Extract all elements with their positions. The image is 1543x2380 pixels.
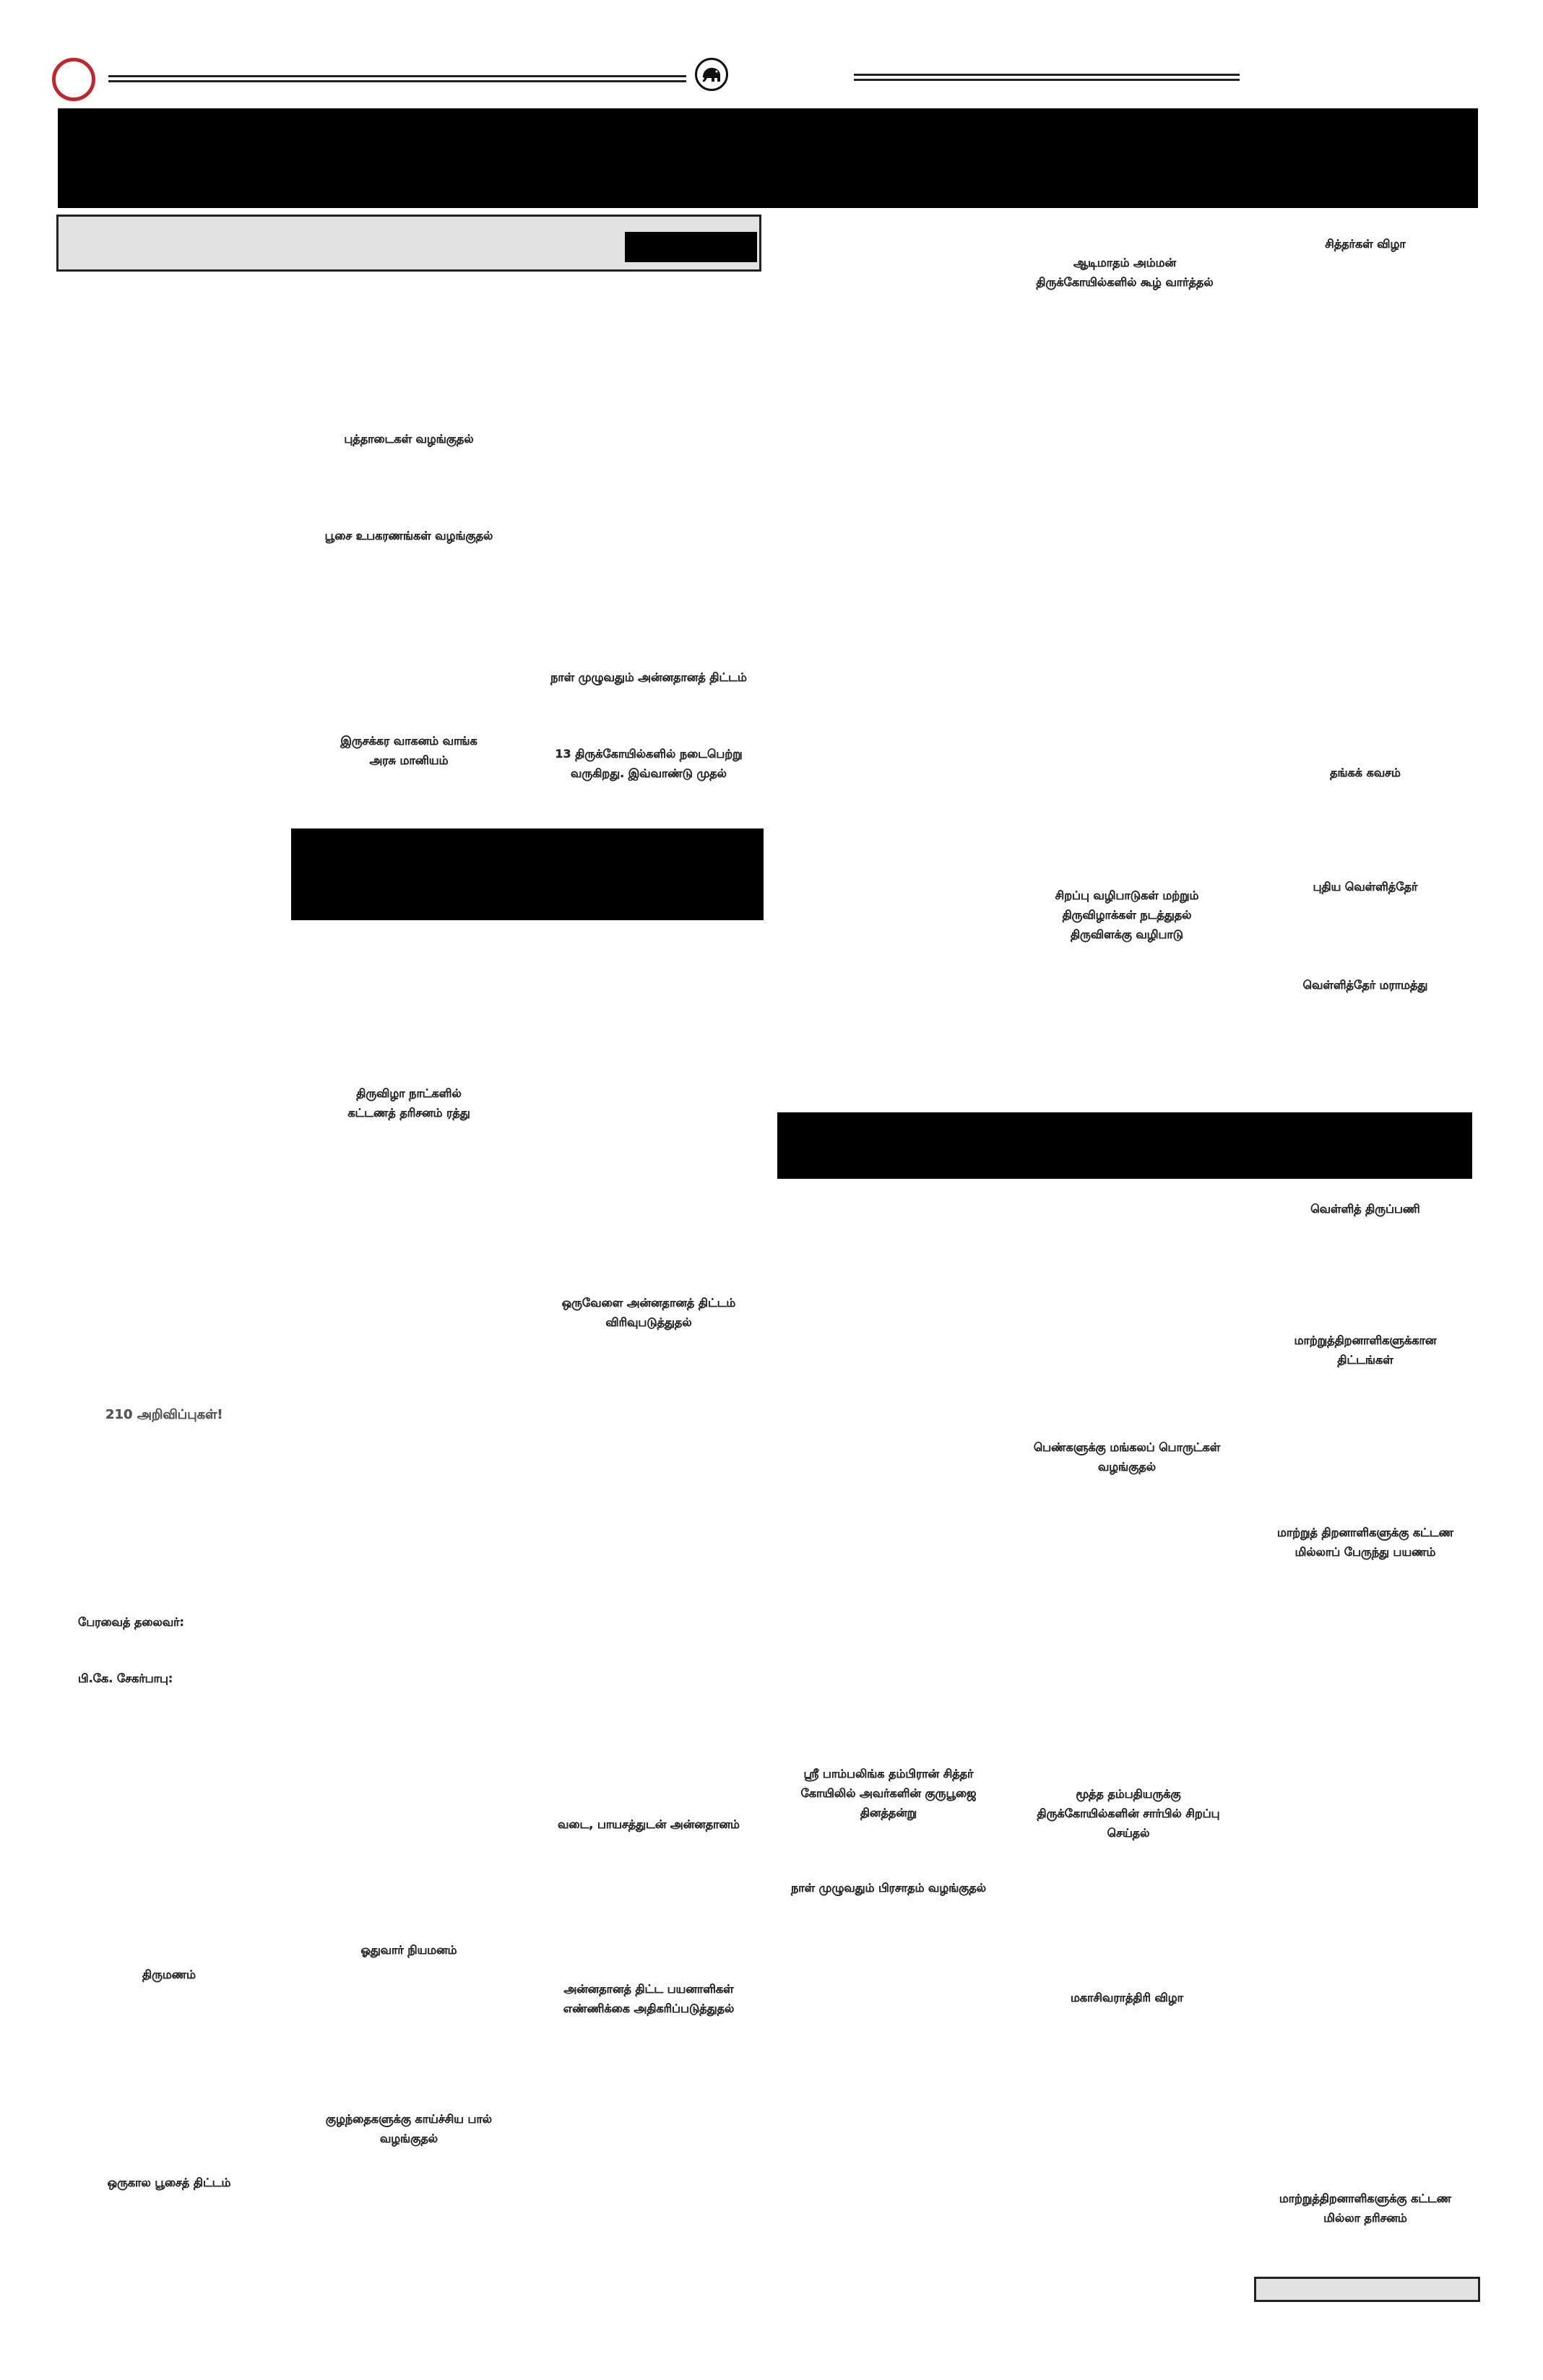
speaker-peravai-thalaivar: பேரவைத் தலைவர்: [78,1615,184,1629]
announcements-count: 210 அறிவிப்புகள்! [105,1407,223,1422]
section-band-right [777,1112,1472,1179]
title-band [58,108,1478,208]
masthead-logo [52,58,95,101]
heading-thangak-kavasam: தங்கக் கவசம் [1330,766,1401,779]
heading-thirukoil-13: 13 திருக்கோயில்களில் நடைபெற்று வருகிறது. இவ்வாண்டு முதல் [555,747,743,780]
footer-box [1254,2277,1480,2302]
section-band-left [291,828,764,920]
heading-naal-muzhuvathum-annadhanam: நாள் முழுவதும் அன்னதானத் திட்டம் [550,670,747,684]
heading-mootha-thambathiyarukku: மூத்த தம்பதியருக்கு திருக்கோயில்களின் சார்பில் சிறப்பு செய்தல் [1037,1787,1220,1840]
heading-iruchakkara: இருசக்கர வாகனம் வாங்க அரசு மானியம் [340,734,477,767]
heading-maatruthiranaligal-dharisanam: மாற்றுத்திறனாளிகளுக்கு கட்டண மில்லா தரிசனம் [1279,2191,1452,2225]
heading-sirappu-vazhipaadugal: சிறப்பு வழிபாடுகள் மற்றும் திருவிழாக்கள் நடத்துதல் திருவிளக்கு வழிபாடு [1055,888,1199,941]
heading-annadhana-payanaligal: அன்னதானத் திட்ட பயனாளிகள் எண்ணிக்கை அதிகரிப்படுத்துதல் [563,1982,735,2015]
masthead-rule-left [108,75,686,82]
heading-velli-thiruppani: வெள்ளித் திருப்பணி [1310,1202,1420,1216]
heading-sithargal-vizha: சித்தர்கள் விழா [1325,237,1406,251]
heading-oothuvaar-niyamanam: ஓதுவார் நியமனம் [360,1943,457,1957]
heading-vellitheer-maramathu: வெள்ளித்தேர் மராமத்து [1302,978,1428,992]
heading-pengalukku-mangala: பெண்களுக்கு மங்கலப் பொருட்கள் வழங்குதல் [1033,1440,1221,1474]
heading-poosai-upakaranangal: பூசை உபகரணங்கள் வழங்குதல் [324,529,493,542]
heading-maatruthiranaligal-payanam: மாற்றுத் திறனாளிகளுக்கு கட்டண மில்லாப் பேருந்து பயணம் [1277,1526,1453,1559]
heading-thiruvizha-naatkalil: திருவிழா நாட்களில் கட்டணத் தரிசனம் ரத்து [347,1086,470,1120]
heading-vadai-paayasathudan: வடை, பாயசத்துடன் அன்னதானம் [558,1817,740,1831]
heading-orukaala-poosai: ஒருகால பூசைத் திட்டம் [107,2176,231,2189]
heading-kuzhandhaigalukku-paal: குழந்தைகளுக்கு காய்ச்சிய பால் வழங்குதல் [325,2112,493,2145]
subtitle-tag [625,232,757,262]
heading-sri-paambalinga: ஸ்ரீ பாம்பலிங்க தம்பிரான் சித்தர் கோயிலில் அவர்களின் குருபூஜை தினத்தன்று [800,1767,977,1819]
elephant-emblem-icon [695,58,728,91]
heading-mahashivarathiri: மகாசிவராத்திரி விழா [1071,1991,1183,2004]
speaker-pk-sekarbabu: பி.கே. சேகர்பாபு: [78,1671,173,1685]
masthead-rule-right [854,74,1240,81]
heading-puthiya-vellitheer: புதிய வெள்ளித்தேர் [1313,880,1418,893]
heading-puthaadaigal: புத்தாடைகள் வழங்குதல் [344,432,474,446]
heading-oruvelai-annadhanam: ஒருவேளை அன்னதானத் திட்டம் விரிவுபடுத்துதல் [561,1296,736,1329]
heading-aadi-amman: ஆடிமாதம் அம்மன் திருக்கோயில்களில் கூழ் வார்த்தல் [1036,256,1214,289]
heading-naal-muzhuvathum-prasadham: நாள் முழுவதும் பிரசாதம் வழங்குதல் [790,1881,987,1895]
heading-thirumanam: திருமணம் [142,1968,196,1981]
heading-maatruthiranaligalukkaana: மாற்றுத்திறனாளிகளுக்கான திட்டங்கள் [1294,1333,1437,1367]
